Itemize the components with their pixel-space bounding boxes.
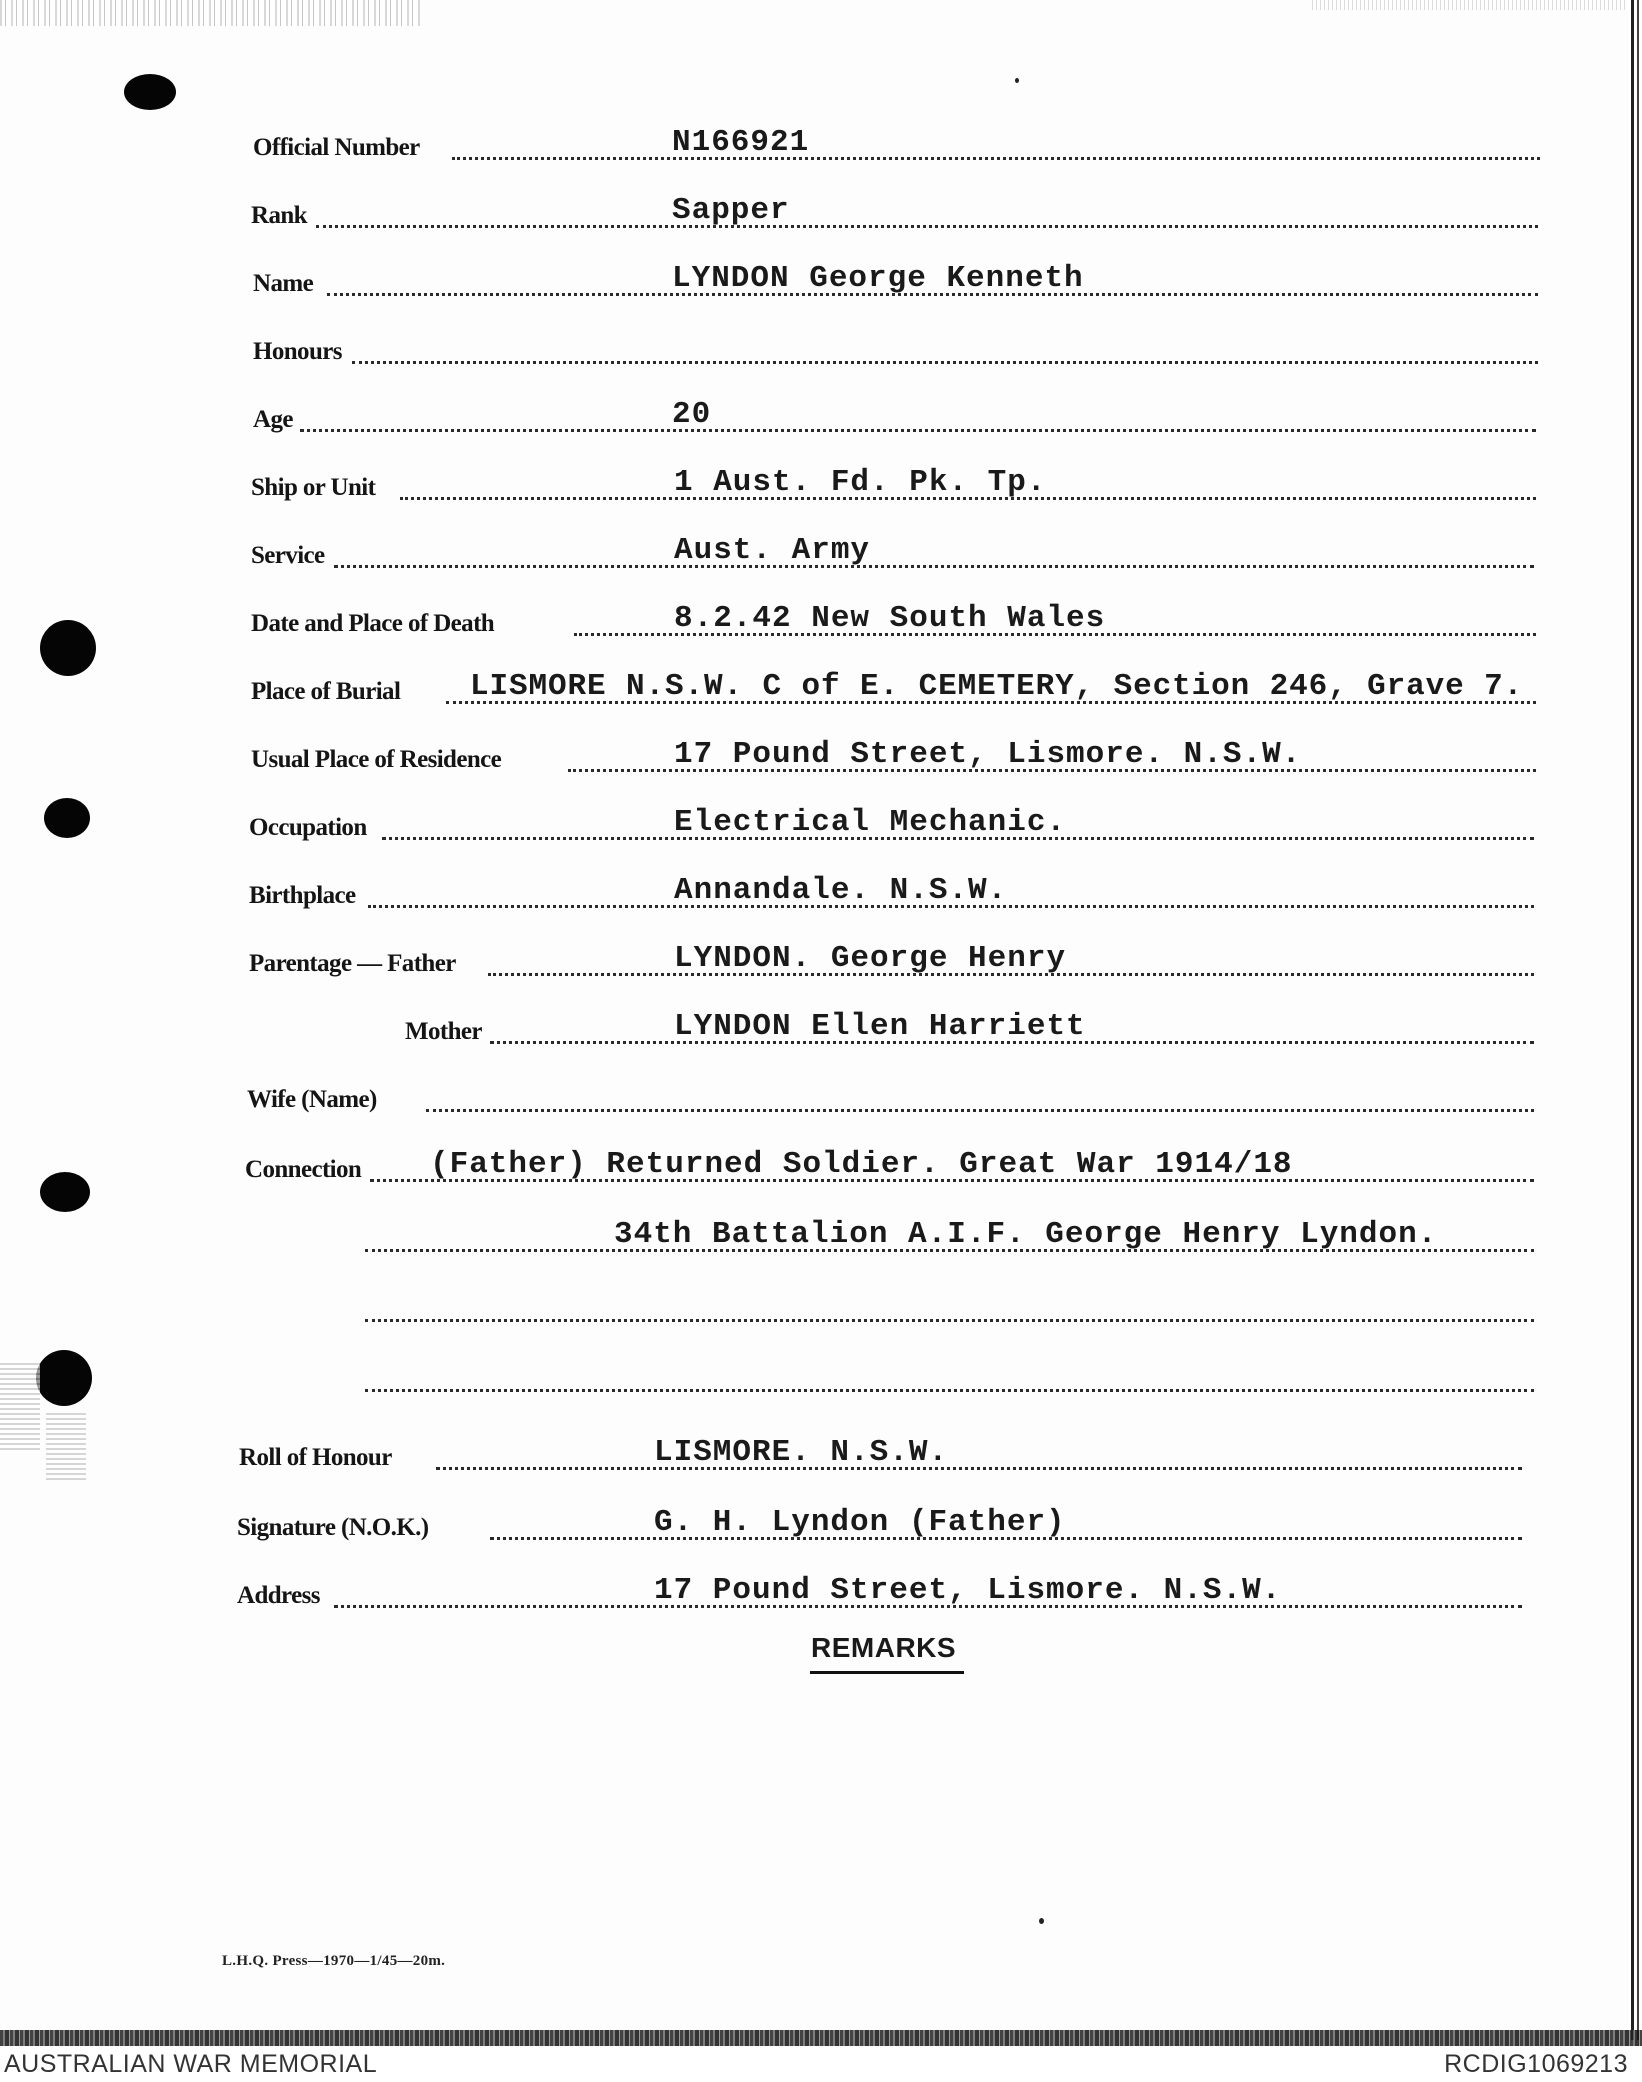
- field-mother: [0, 1010, 1540, 1050]
- field-age: [0, 398, 1540, 438]
- field-signature-nok: [0, 1506, 1540, 1546]
- field-value: G. H. Lyndon (Father): [654, 1505, 1066, 1540]
- field-label: Honours: [253, 338, 342, 365]
- dotted-line: [352, 361, 1538, 364]
- field-value: Aust. Army: [674, 533, 871, 568]
- field-roll-of-honour: [0, 1436, 1540, 1476]
- field-rank: [0, 194, 1540, 234]
- field-label: Signature (N.O.K.): [237, 1514, 429, 1541]
- field-connection-line-2: [0, 1218, 1540, 1258]
- dotted-line: [334, 565, 1534, 568]
- field-value: LISMORE N.S.W. C of E. CEMETERY, Section 246, Grave 7.: [470, 669, 1524, 704]
- press-code: L.H.Q. Press—1970—1/45—20m.: [222, 1953, 446, 1969]
- field-date-place-of-death: [0, 602, 1540, 642]
- field-value: LISMORE. N.S.W.: [654, 1435, 949, 1470]
- dotted-line: [452, 157, 1540, 160]
- field-connection: [0, 1148, 1540, 1188]
- field-value: 17 Pound Street, Lismore. N.S.W.: [674, 737, 1302, 772]
- field-official-number: [0, 126, 1540, 166]
- scan-artifact: [0, 0, 420, 26]
- field-value: LYNDON. George Henry: [674, 941, 1067, 976]
- field-value: (Father) Returned Soldier. Great War 1914/18: [430, 1147, 1293, 1182]
- field-label: Parentage — Father: [249, 950, 456, 977]
- field-address: [0, 1574, 1540, 1614]
- dotted-line: [365, 1389, 1534, 1392]
- field-label: Mother: [405, 1018, 482, 1045]
- field-label: Address: [237, 1582, 320, 1609]
- field-value: Sapper: [672, 193, 790, 228]
- field-value: LYNDON George Kenneth: [672, 261, 1084, 296]
- remarks-heading: REMARKS: [811, 1632, 957, 1663]
- scan-artifact: [1312, 0, 1642, 10]
- field-label: Rank: [251, 202, 307, 229]
- footer-record-id: RCDIG1069213: [1444, 2050, 1628, 2078]
- dotted-line: [365, 1319, 1534, 1322]
- field-value: Annandale. N.S.W.: [674, 873, 1008, 908]
- field-occupation: [0, 806, 1540, 846]
- field-wife: [0, 1078, 1540, 1118]
- field-value: LYNDON Ellen Harriett: [674, 1009, 1086, 1044]
- field-honours: [0, 330, 1540, 370]
- dotted-line: [426, 1109, 1534, 1112]
- field-birthplace: [0, 874, 1540, 914]
- field-label: Occupation: [249, 814, 367, 841]
- field-value: 34th Battalion A.I.F. George Henry Lyndon.: [614, 1217, 1438, 1252]
- field-label: Age: [253, 406, 293, 433]
- dotted-line: [316, 225, 1538, 228]
- field-service: [0, 534, 1540, 574]
- field-label: Birthplace: [249, 882, 356, 909]
- field-label: Date and Place of Death: [251, 610, 495, 637]
- field-label: Connection: [245, 1156, 362, 1183]
- remarks-underline: [810, 1671, 964, 1674]
- ink-speck: [1039, 1918, 1044, 1924]
- dotted-line: [300, 429, 1536, 432]
- field-value: Electrical Mechanic.: [674, 805, 1067, 840]
- field-value: 1 Aust. Fd. Pk. Tp.: [674, 465, 1047, 500]
- field-label: Roll of Honour: [239, 1444, 392, 1471]
- field-label: Service: [251, 542, 325, 569]
- dotted-line: [436, 1467, 1522, 1470]
- field-connection-line-4: [0, 1358, 1540, 1398]
- punch-hole: [124, 74, 176, 110]
- field-label: Usual Place of Residence: [251, 746, 502, 773]
- field-usual-residence: [0, 738, 1540, 778]
- field-value: N166921: [672, 125, 810, 160]
- ink-speck: [1015, 78, 1019, 83]
- field-connection-line-3: [0, 1288, 1540, 1328]
- field-label: Ship or Unit: [251, 474, 376, 501]
- footer: [0, 2046, 1642, 2082]
- field-place-of-burial: [0, 670, 1560, 710]
- field-label: Wife (Name): [247, 1086, 377, 1113]
- field-value: 17 Pound Street, Lismore. N.S.W.: [654, 1573, 1282, 1608]
- field-label: Official Number: [253, 134, 420, 161]
- field-ship-or-unit: [0, 466, 1540, 506]
- field-label: Name: [253, 270, 314, 297]
- page-edge: [1628, 0, 1642, 2040]
- field-value: 8.2.42 New South Wales: [674, 601, 1106, 636]
- field-label: Place of Burial: [251, 678, 401, 705]
- scan-artifact: [0, 2030, 1642, 2046]
- field-name: [0, 262, 1540, 302]
- footer-institution: AUSTRALIAN WAR MEMORIAL: [4, 2050, 378, 2078]
- field-father: [0, 942, 1540, 982]
- field-value: 20: [672, 397, 712, 432]
